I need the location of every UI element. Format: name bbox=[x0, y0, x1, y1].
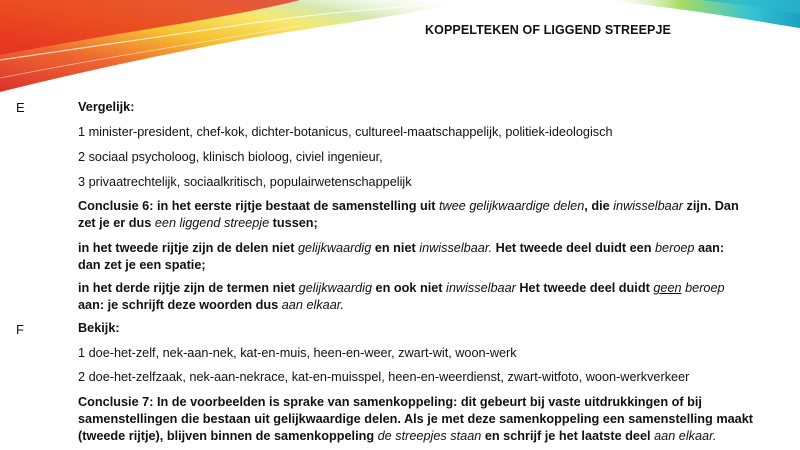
text-run: aan: je schrijft deze woorden dus bbox=[78, 298, 282, 312]
text-run: en ook niet bbox=[372, 281, 447, 295]
list-item: 3 privaatrechtelijk, sociaalkritisch, populairwetenschappelijk bbox=[78, 175, 412, 189]
text-run: geen bbox=[653, 281, 682, 295]
text-run: aan elkaar. bbox=[281, 298, 345, 312]
text-run: gelijkwaardig bbox=[297, 241, 372, 255]
text-run: gelijkwaardig bbox=[298, 281, 373, 295]
text-run: Conclusie 6: in het eerste rijtje bestaat de samenstelling uit bbox=[78, 199, 439, 213]
text-run: twee gelijkwaardige delen bbox=[439, 199, 585, 213]
text-run: , die bbox=[584, 199, 614, 213]
list-item: 1 minister-president, chef-kok, dichter-botanicus, cultureel-maatschappelijk, politiek-ideologisch bbox=[78, 125, 613, 139]
conclusion-7 bbox=[78, 394, 778, 445]
text-run: de streepjes staan bbox=[377, 429, 482, 443]
section-f-heading: Bekijk: bbox=[78, 321, 120, 335]
slide-title: KOPPELTEKEN OF LIGGEND STREEPJE bbox=[425, 23, 671, 37]
text-run: en niet bbox=[371, 241, 420, 255]
text-run: samenstellingen die bestaan uit gelijkwaardige delen. Als je met deze samenkoppeling een samenstelling maakt bbox=[78, 412, 754, 426]
text-run: inwisselbaar bbox=[613, 199, 684, 213]
section-letter-e: E bbox=[16, 100, 25, 115]
text-run: in het derde rijtje zijn de termen niet bbox=[78, 281, 299, 295]
text-run: en schrijf je het laatste deel bbox=[481, 429, 655, 443]
text-run: zet je er dus bbox=[78, 216, 155, 230]
text-run: beroep bbox=[685, 281, 725, 295]
text-run: in het tweede rijtje zijn de delen niet bbox=[78, 241, 298, 255]
text-run: Het tweede deel duidt bbox=[515, 281, 654, 295]
text-run: aan elkaar. bbox=[654, 429, 717, 443]
text-run: inwisselbaar. bbox=[419, 241, 493, 255]
list-item: 2 doe-het-zelfzaak, nek-aan-nekrace, kat-en-muisspel, heen-en-weerdienst, zwart-witfoto, woon-werkverkeer bbox=[78, 370, 690, 384]
text-run: dan zet je een spatie; bbox=[78, 258, 206, 272]
section-letter-f: F bbox=[16, 322, 24, 337]
text-run: een liggend streepje bbox=[154, 216, 270, 230]
text-run: inwisselbaar bbox=[446, 281, 516, 295]
text-run: beroep bbox=[654, 241, 695, 255]
list-item: 2 sociaal psycholoog, klinisch bioloog, civiel ingenieur, bbox=[78, 150, 383, 164]
text-run: tussen; bbox=[269, 216, 318, 230]
list-item: 1 doe-het-zelf, nek-aan-nek, kat-en-muis, heen-en-weer, zwart-wit, woon-werk bbox=[78, 346, 517, 360]
conclusion-6 bbox=[78, 198, 778, 232]
text-run: zijn. Dan bbox=[683, 199, 739, 213]
paragraph-second-row bbox=[78, 240, 778, 274]
text-run: Conclusie 7: In de voorbeelden is sprake van samenkoppeling: dit gebeurt bij vaste uitdrukkingen of bij bbox=[78, 395, 702, 409]
text-run: aan: bbox=[694, 241, 725, 255]
section-e-heading: Vergelijk: bbox=[78, 100, 135, 114]
paragraph-third-row bbox=[78, 280, 778, 314]
rainbow-ribbon-decoration bbox=[0, 0, 800, 100]
text-run: Het tweede deel duidt een bbox=[492, 241, 655, 255]
text-run: (tweede rijtje), blijven binnen de samenkoppeling bbox=[78, 429, 378, 443]
